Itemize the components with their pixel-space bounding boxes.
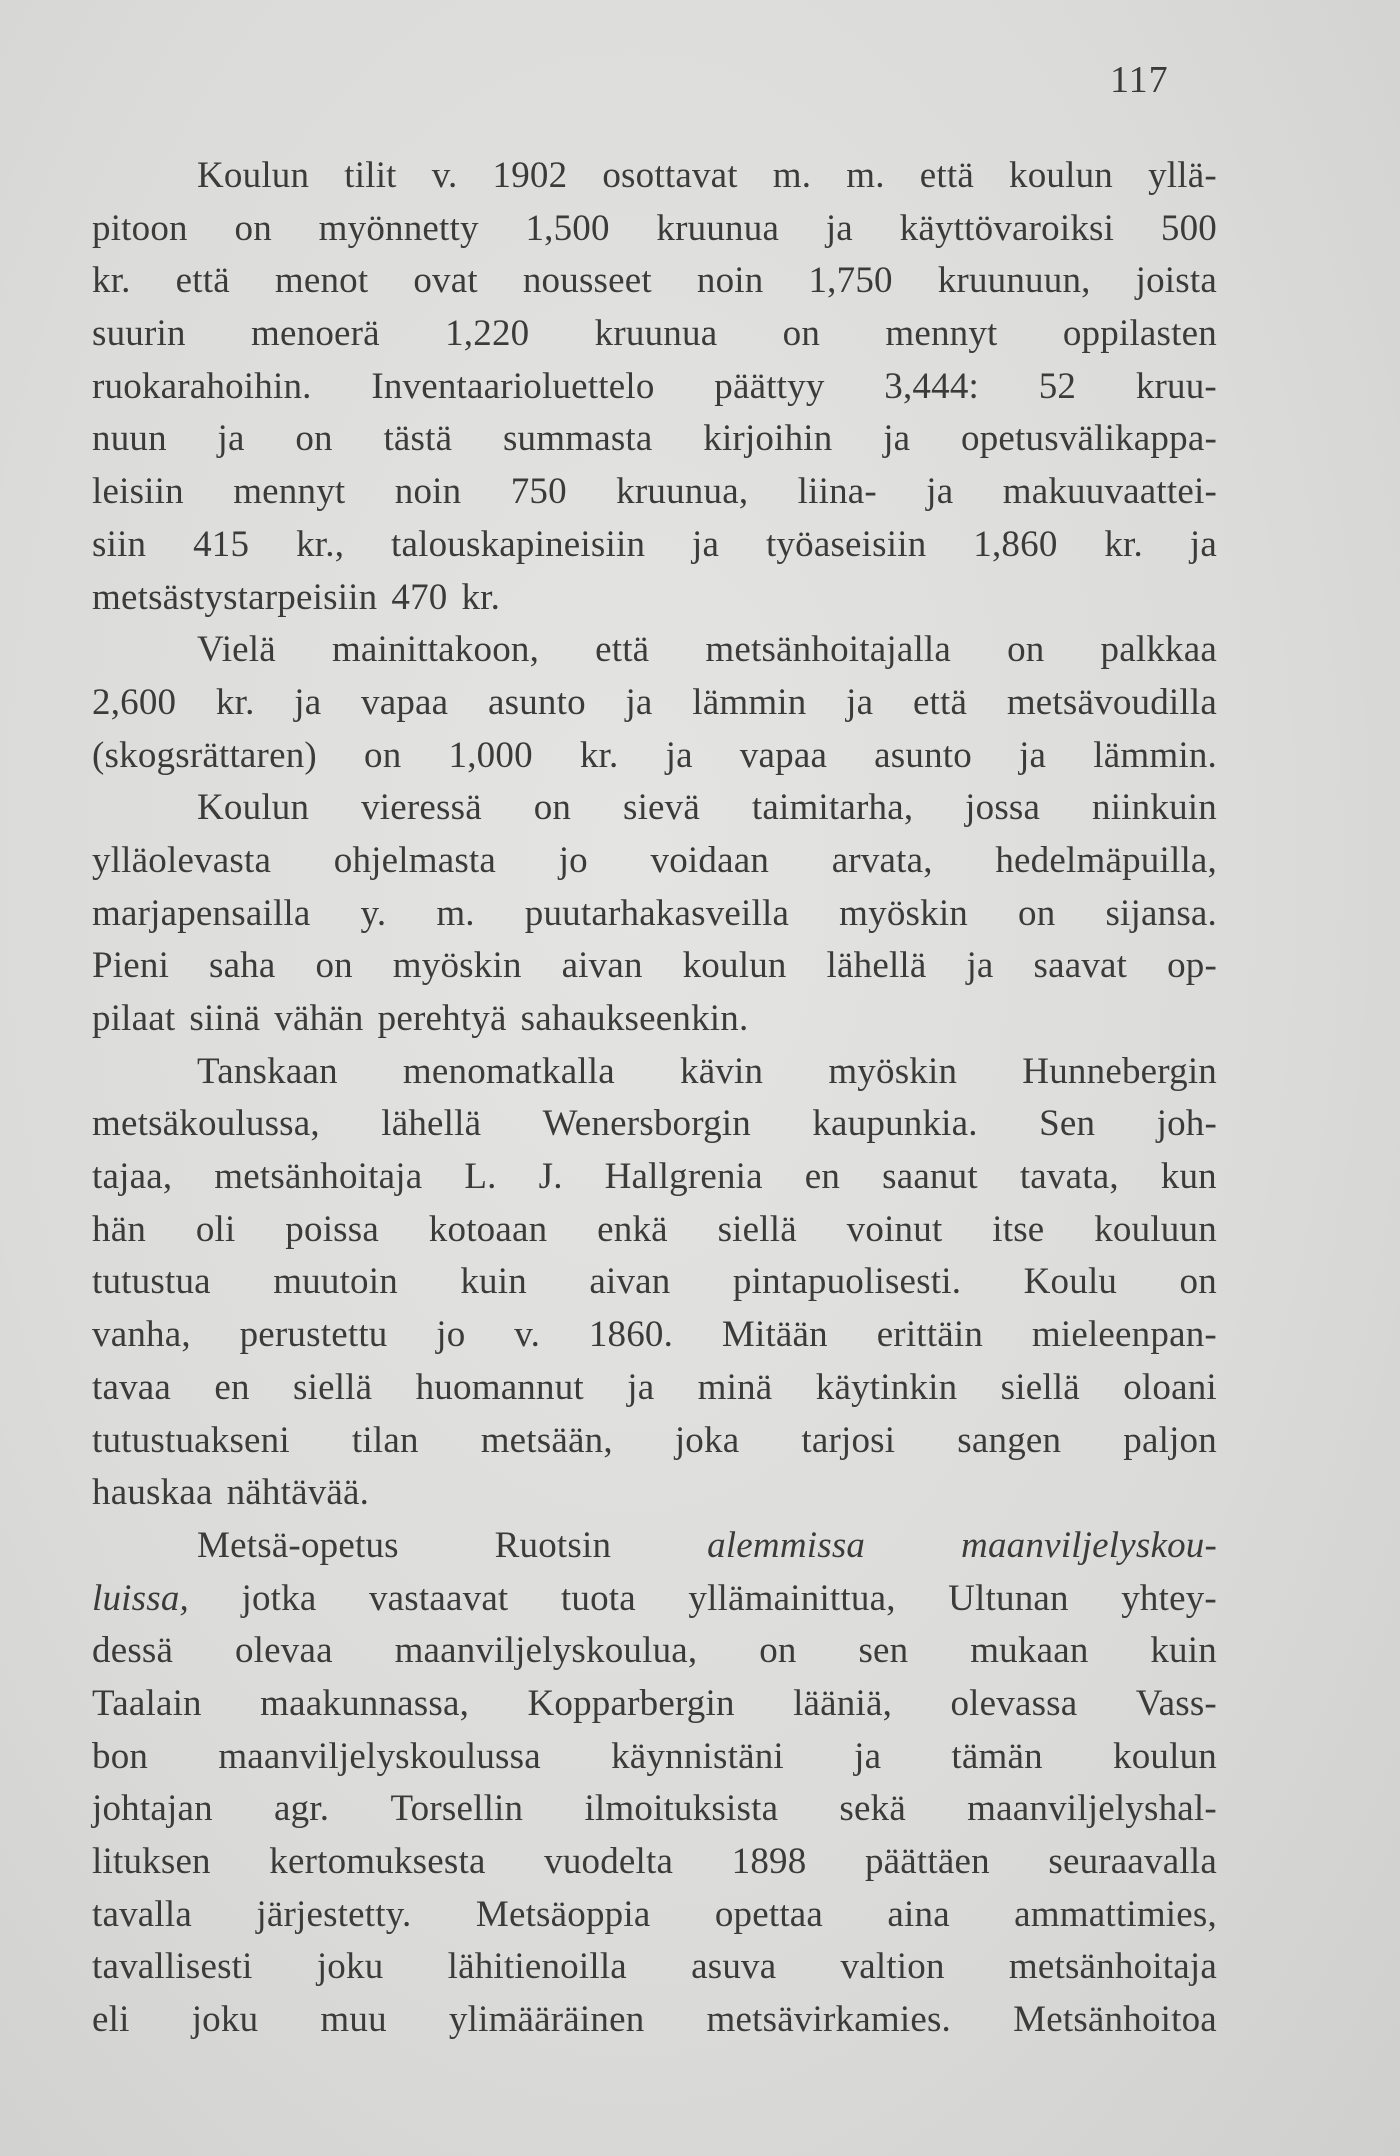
text-line: Metsä-opetus Ruotsin alemmissa maanviljelyskou- (197, 1524, 1217, 1566)
text-line: luissa, jotka vastaavat tuota yllämainittua, Ultunan yhtey- (92, 1577, 1217, 1619)
text-line: kr. että menot ovat nousseet noin 1,750 kruunuun, joista (92, 260, 1217, 302)
text-line: tavaa en siellä huomannut ja minä käytinkin siellä oloani (92, 1366, 1217, 1408)
body-text (92, 150, 1217, 2047)
text-line: tavalla järjestetty. Metsäoppia opettaa aina ammattimies, (92, 1893, 1217, 1935)
text-line: Vielä mainittakoon, että metsänhoitajalla on palkkaa (197, 629, 1217, 671)
text-line: tutustua muutoin kuin aivan pintapuolisesti. Koulu on (92, 1261, 1217, 1303)
text-line: metsästystarpeisiin 470 kr. (92, 576, 501, 618)
text-line: Pieni saha on myöskin aivan koulun lähellä ja saavat op- (92, 945, 1217, 987)
text-line: Koulun vieressä on sievä taimitarha, jossa niinkuin (197, 787, 1217, 829)
text-line: siin 415 kr., talouskapineisiin ja työaseisiin 1,860 kr. ja (92, 523, 1217, 565)
text-line: Tanskaan menomatkalla kävin myöskin Hunnebergin (197, 1050, 1217, 1092)
text-line: hauskaa nähtävää. (92, 1472, 370, 1514)
text-line: ylläolevasta ohjelmasta jo voidaan arvata, hedelmäpuilla, (92, 839, 1217, 881)
text-line: marjapensailla y. m. puutarhakasveilla myöskin on sijansa. (92, 892, 1217, 934)
text-line: tajaa, metsänhoitaja L. J. Hallgrenia en saanut tavata, kun (92, 1156, 1217, 1198)
text-line: 2,600 kr. ja vapaa asunto ja lämmin ja että metsävoudilla (92, 681, 1217, 723)
text-line: tutustuakseni tilan metsään, joka tarjosi sangen paljon (92, 1419, 1217, 1461)
text-line: lituksen kertomuksesta vuodelta 1898 päättäen seuraavalla (92, 1841, 1217, 1882)
text-line: ruokarahoihin. Inventaarioluettelo päättyy 3,444: 52 kruu- (92, 365, 1217, 407)
text-line: hän oli poissa kotoaan enkä siellä voinut itse kouluun (92, 1208, 1217, 1250)
text-line: metsäkoulussa, lähellä Wenersborgin kaupunkia. Sen joh- (92, 1103, 1217, 1145)
text-line: Koulun tilit v. 1902 osottavat m. m. että koulun yllä- (197, 155, 1217, 196)
text-line: suurin menoerä 1,220 kruunua on mennyt oppilasten (92, 313, 1217, 355)
text-line: (skogsrättaren) on 1,000 kr. ja vapaa asunto ja lämmin. (92, 734, 1217, 776)
text-line: eli joku muu ylimääräinen metsävirkamies. Metsänhoitoa (92, 1999, 1217, 2041)
text-line: dessä olevaa maanviljelyskoulua, on sen mukaan kuin (92, 1630, 1217, 1672)
text-line: johtajan agr. Torsellin ilmoituksista sekä maanviljelyshal- (92, 1788, 1217, 1830)
page-number: 117 (1110, 59, 1169, 101)
text-line: tavallisesti joku lähitienoilla asuva valtion metsänhoitaja (92, 1946, 1217, 1988)
text-line: pitoon on myönnetty 1,500 kruunua ja käyttövaroiksi 500 (92, 207, 1217, 249)
text-line: Taalain maakunnassa, Kopparbergin lääniä, olevassa Vass- (92, 1682, 1217, 1724)
text-line: leisiin mennyt noin 750 kruunua, liina- ja makuuvaattei- (92, 471, 1217, 513)
text-line: nuun ja on tästä summasta kirjoihin ja opetusvälikappa- (92, 418, 1217, 460)
text-line: vanha, perustettu jo v. 1860. Mitään erittäin mieleenpan- (92, 1314, 1217, 1356)
text-line: bon maanviljelyskoulussa käynnistäni ja tämän koulun (92, 1735, 1217, 1777)
text-line: pilaat siinä vähän perehtyä sahaukseenkin. (92, 998, 749, 1039)
